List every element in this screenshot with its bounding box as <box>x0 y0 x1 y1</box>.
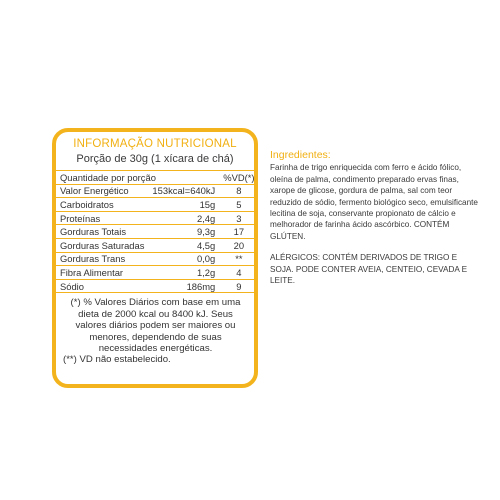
header-vd-label: %VD(*) <box>219 171 258 185</box>
daily-values-footnote: (*) % Valores Diários com base em uma dieta de 2000 kcal ou 8400 kJ. Seus valores diários podem ser maiores ou menores, dependendo de suas necessidades energéticas. <box>70 297 241 354</box>
nutrition-row <box>56 211 258 225</box>
nutrient-quantity: 0,0g <box>148 252 219 266</box>
nutrient-quantity: 2,4g <box>148 211 219 225</box>
nutrition-header-row <box>56 171 258 185</box>
nutrient-quantity: 153kcal=640kJ <box>148 184 219 198</box>
nutrition-row <box>56 279 258 293</box>
nutrition-row <box>56 238 258 252</box>
nutrition-title: INFORMAÇÃO NUTRICIONAL <box>73 138 237 150</box>
nutrition-row <box>56 198 258 212</box>
nutrient-vd: 20 <box>219 238 258 252</box>
ingredients-text: Farinha de trigo enriquecida com ferro e ácido fólico, oleína de palma, condimento preparado ervas finas, xarope de glicose, gordura de palma, sal com teor reduzido de sódio, fermento biológico seco, emulsificante lecitina de soja, conservante propionato de cálcio e melhorador de farinha ácido ascórbico. CONTÉM GLÚTEN. <box>270 163 478 241</box>
nutrition-rows <box>56 170 258 293</box>
nutrient-quantity: 15g <box>148 198 219 212</box>
header-quantity-label: Quantidade por porção <box>56 171 219 185</box>
nutrition-row <box>56 184 258 198</box>
vd-not-established-footnote: (**) VD não estabelecido. <box>63 354 171 366</box>
nutrient-vd: 9 <box>219 279 258 293</box>
nutrient-vd: 5 <box>219 198 258 212</box>
ingredients-section <box>270 150 480 286</box>
portion-size: Porção de 30g (1 xícara de chá) <box>76 153 234 165</box>
nutrient-vd: 3 <box>219 211 258 225</box>
nutrient-vd: 4 <box>219 266 258 280</box>
nutrient-quantity: 186mg <box>148 279 219 293</box>
nutrient-name: Gorduras Saturadas <box>56 238 148 252</box>
nutrient-vd: 17 <box>219 225 258 239</box>
nutrient-name: Gorduras Totais <box>56 225 148 239</box>
nutrient-name: Gorduras Trans <box>56 252 148 266</box>
nutrient-vd: ** <box>219 252 258 266</box>
nutrient-name: Proteínas <box>56 211 148 225</box>
nutrient-quantity: 4,5g <box>148 238 219 252</box>
nutrition-row <box>56 225 258 239</box>
ingredients-title: Ingredientes: <box>270 149 331 161</box>
nutrient-name: Sódio <box>56 279 148 293</box>
nutrient-name: Valor Energético <box>56 184 148 198</box>
nutrient-vd: 8 <box>219 184 258 198</box>
nutrition-facts-table <box>52 128 258 388</box>
nutrition-row <box>56 252 258 266</box>
nutrient-quantity: 1,2g <box>148 266 219 280</box>
nutrient-quantity: 9,3g <box>148 225 219 239</box>
nutrient-name: Carboidratos <box>56 198 148 212</box>
nutrient-name: Fibra Alimentar <box>56 266 148 280</box>
nutrition-footnotes <box>56 293 254 365</box>
nutrition-row <box>56 266 258 280</box>
allergens-text: ALÉRGICOS: CONTÉM DERIVADOS DE TRIGO E SOJA. PODE CONTER AVEIA, CENTEIO, CEVADA E LEITE. <box>270 253 468 286</box>
